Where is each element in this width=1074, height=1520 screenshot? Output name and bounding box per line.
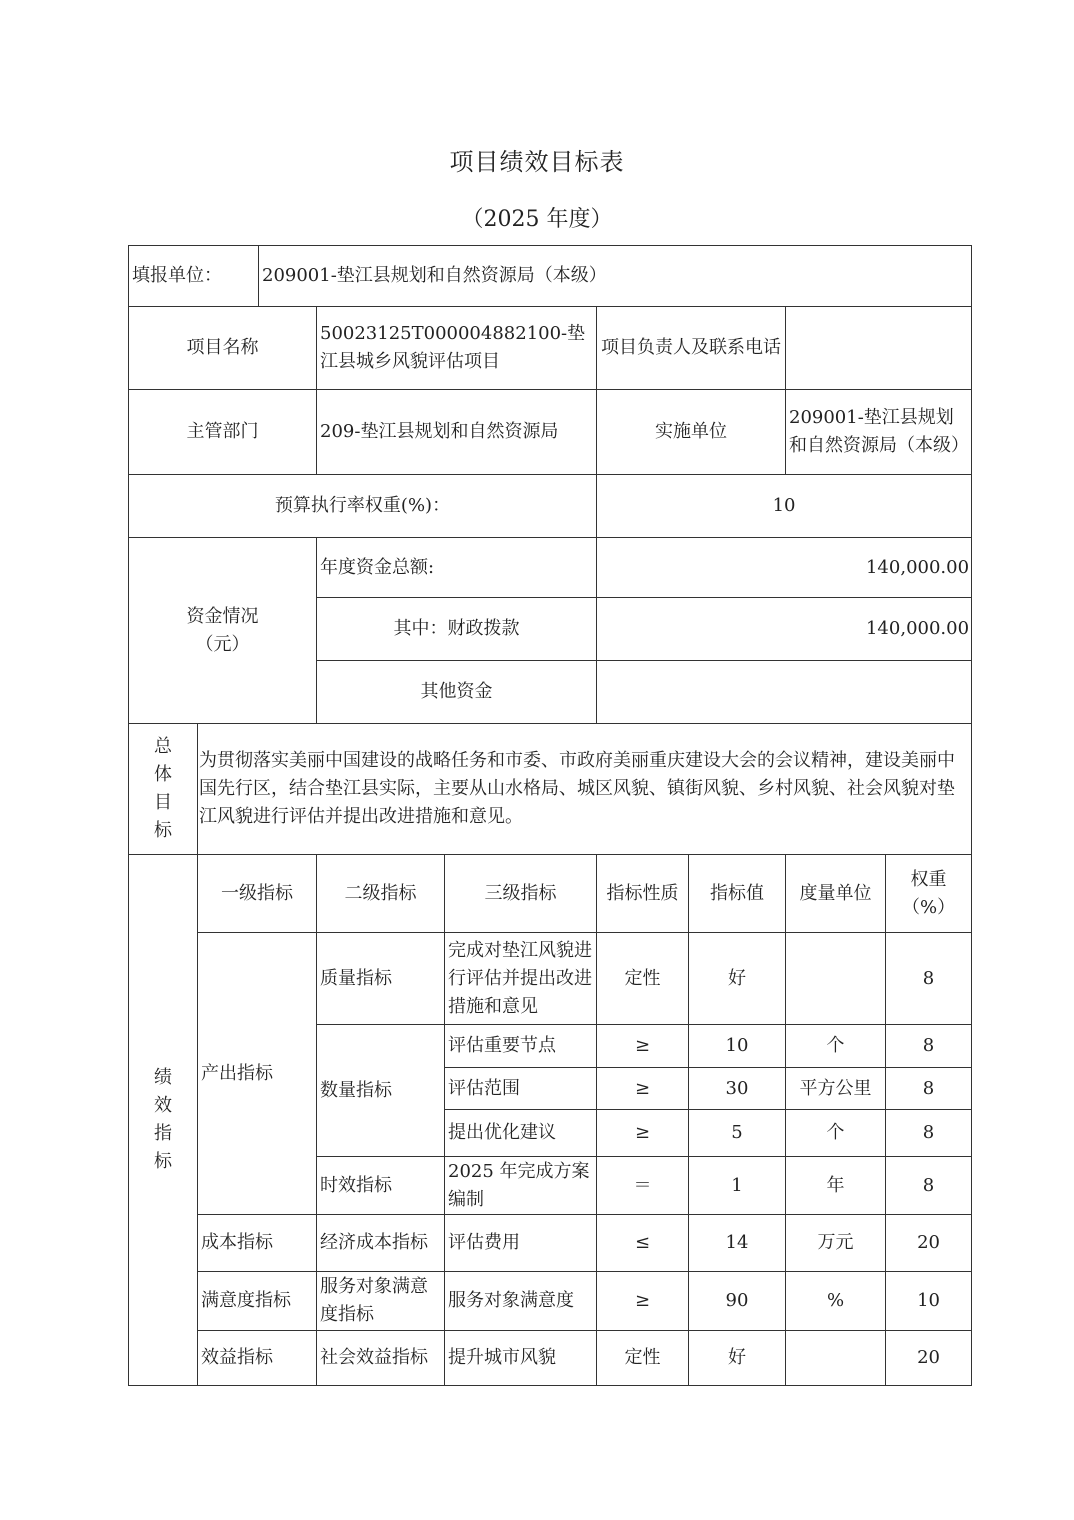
header-l1: 一级指标 — [198, 855, 317, 933]
unit-value: 209001-垫江县规划和自然资源局（本级） — [259, 246, 972, 307]
unit-cell: 平方公里 — [786, 1068, 886, 1110]
weight-cell: 8 — [886, 1157, 972, 1215]
contact-value — [786, 307, 972, 390]
l2-cell: 经济成本指标 — [317, 1215, 445, 1272]
weight-cell: 8 — [886, 1068, 972, 1110]
goal-label — [129, 724, 198, 855]
value-cell: 好 — [689, 933, 786, 1025]
weight-cell: 8 — [886, 1110, 972, 1157]
l3-cell: 评估范围 — [445, 1068, 597, 1110]
unit-cell: 万元 — [786, 1215, 886, 1272]
unit-cell: % — [786, 1272, 886, 1331]
value-cell: 10 — [689, 1025, 786, 1068]
goal-label-text: 总体目标 — [154, 736, 172, 841]
funds-label — [129, 538, 317, 724]
l3-cell: 评估费用 — [445, 1215, 597, 1272]
nature-cell: ≥ — [597, 1110, 689, 1157]
nature-cell: 定性 — [597, 933, 689, 1025]
weight-cell: 20 — [886, 1331, 972, 1386]
impl-label: 实施单位 — [597, 390, 786, 475]
l2-quality: 质量指标 — [317, 933, 445, 1025]
funds-other-value — [597, 661, 972, 724]
funds-total-label: 年度资金总额: — [317, 538, 597, 598]
value-cell: 30 — [689, 1068, 786, 1110]
budget-weight-value: 10 — [597, 475, 972, 538]
l1-cell: 效益指标 — [198, 1331, 317, 1386]
performance-target-table — [128, 245, 972, 1386]
project-name-label: 项目名称 — [129, 307, 317, 390]
l3-cell: 提升城市风貌 — [445, 1331, 597, 1386]
nature-cell: ≤ — [597, 1215, 689, 1272]
unit-label: 填报单位： — [129, 246, 259, 307]
indicators-label — [129, 855, 198, 1386]
weight-cell: 20 — [886, 1215, 972, 1272]
header-unit: 度量单位 — [786, 855, 886, 933]
header-l3: 三级指标 — [445, 855, 597, 933]
nature-cell: ≥ — [597, 1068, 689, 1110]
page-subtitle: （2025 年度） — [461, 207, 613, 232]
budget-weight-label: 预算执行率权重(%)： — [129, 475, 597, 538]
funds-label-text: 资金情况（元） — [186, 605, 259, 655]
page-title: 项目绩效目标表 — [449, 148, 625, 176]
weight-cell: 10 — [886, 1272, 972, 1331]
impl-value: 209001-垫江县规划和自然资源局（本级） — [786, 390, 972, 475]
indicators-label-text: 绩效指标 — [154, 1067, 172, 1172]
weight-cell: 8 — [886, 933, 972, 1025]
project-name-value: 50023125T000004882100-垫江县城乡风貌评估项目 — [317, 307, 597, 390]
value-cell: 好 — [689, 1331, 786, 1386]
value-cell: 1 — [689, 1157, 786, 1215]
goal-text: 为贯彻落实美丽中国建设的战略任务和市委、市政府美丽重庆建设大会的会议精神，建设美丽中国先行区，结合垫江县实际，主要从山水格局、城区风貌、镇街风貌、乡村风貌、社会风貌对垫江风貌进行评估并提出改进措施和意见。 — [198, 724, 972, 855]
unit-cell — [786, 1331, 886, 1386]
l1-cell: 满意度指标 — [198, 1272, 317, 1331]
unit-cell — [786, 933, 886, 1025]
contact-label: 项目负责人及联系电话 — [597, 307, 786, 390]
value-cell: 90 — [689, 1272, 786, 1331]
unit-cell: 个 — [786, 1025, 886, 1068]
l2-cell: 社会效益指标 — [317, 1331, 445, 1386]
dept-label: 主管部门 — [129, 390, 317, 475]
value-cell: 5 — [689, 1110, 786, 1157]
nature-cell: 定性 — [597, 1331, 689, 1386]
header-weight: 权重（%） — [886, 855, 972, 933]
l3-cell: 评估重要节点 — [445, 1025, 597, 1068]
weight-cell: 8 — [886, 1025, 972, 1068]
l2-cell: 服务对象满意度指标 — [317, 1272, 445, 1331]
funds-other-label: 其他资金 — [317, 661, 597, 724]
nature-cell: ＝ — [597, 1157, 689, 1215]
l2-time: 时效指标 — [317, 1157, 445, 1215]
value-cell: 14 — [689, 1215, 786, 1272]
header-nature: 指标性质 — [597, 855, 689, 933]
funds-fiscal-value: 140,000.00 — [597, 598, 972, 661]
unit-cell: 个 — [786, 1110, 886, 1157]
unit-cell: 年 — [786, 1157, 886, 1215]
dept-value: 209-垫江县规划和自然资源局 — [317, 390, 597, 475]
header-value: 指标值 — [689, 855, 786, 933]
l1-output: 产出指标 — [198, 933, 317, 1215]
l3-cell: 提出优化建议 — [445, 1110, 597, 1157]
l3-cell: 服务对象满意度 — [445, 1272, 597, 1331]
funds-total-value: 140,000.00 — [597, 538, 972, 598]
l2-quantity: 数量指标 — [317, 1025, 445, 1157]
l3-cell: 2025 年完成方案编制 — [445, 1157, 597, 1215]
nature-cell: ≥ — [597, 1272, 689, 1331]
l1-cell: 成本指标 — [198, 1215, 317, 1272]
nature-cell: ≥ — [597, 1025, 689, 1068]
l3-cell: 完成对垫江风貌进行评估并提出改进措施和意见 — [445, 933, 597, 1025]
header-l2: 二级指标 — [317, 855, 445, 933]
funds-fiscal-label: 其中：财政拨款 — [317, 598, 597, 661]
